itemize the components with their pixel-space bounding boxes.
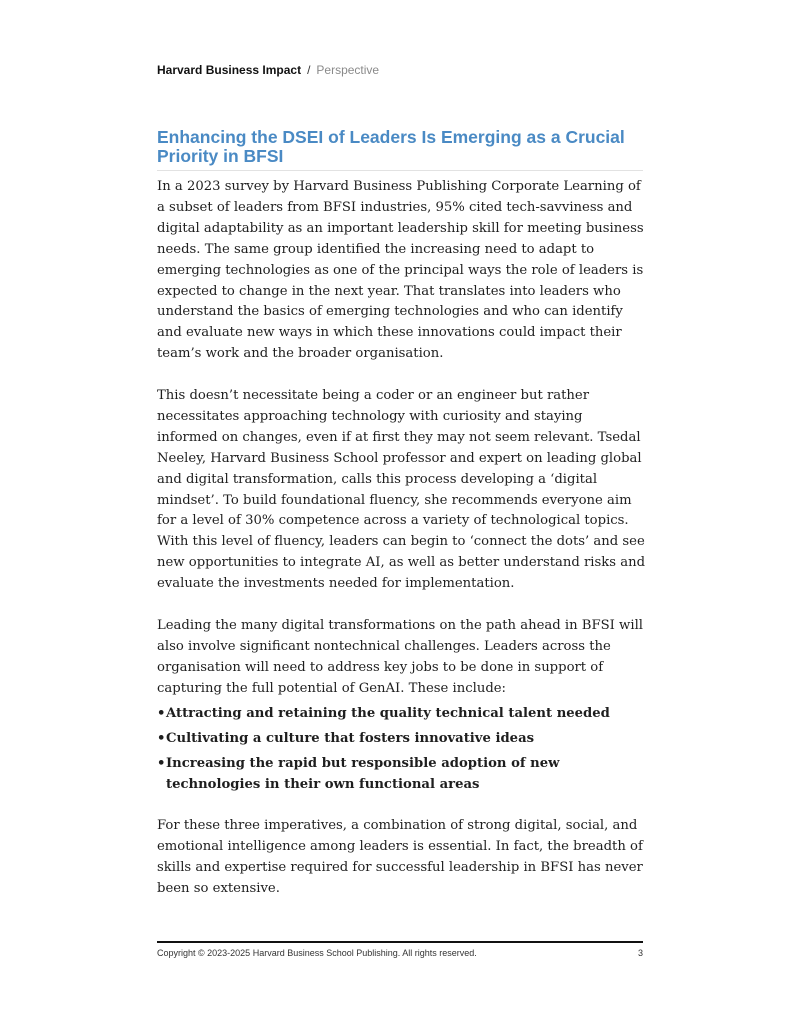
- paragraph-closing: For these three imperatives, a combination of strong digital, social, and emotional intelligence among leaders is essential. In fact, the breadth of skills and expertise required for successful leadership in BFSI has never been so extensive.: [157, 818, 643, 896]
- imperatives-list: [157, 704, 647, 797]
- page-footer: [157, 941, 643, 958]
- list-item: [157, 704, 647, 725]
- list-item-text: Cultivating a culture that fosters innovative ideas: [166, 731, 535, 747]
- breadcrumb: [157, 62, 379, 78]
- copyright-text: Copyright © 2023-2025 Harvard Business School Publishing. All rights reserved.: [157, 948, 477, 958]
- article-title: Enhancing the DSEI of Leaders Is Emerging as a Crucial Priority in BFSI: [157, 128, 643, 171]
- bullet-marker: •: [157, 705, 166, 721]
- breadcrumb-separator: /: [307, 63, 311, 77]
- list-item-text: Attracting and retaining the quality technical talent needed: [166, 705, 610, 721]
- list-item-text: Increasing the rapid but responsible adoption of new technologies in their own functional areas: [166, 756, 560, 793]
- paragraph-survey: In a 2023 survey by Harvard Business Publishing Corporate Learning of a subset of leaders from BFSI industries, 95% cited tech-savviness and digital adaptability as an important leadership skill for meeting business needs. The same group identified the increasing need to adapt to emerging technologies as one of the principal ways the role of leaders is expected to change in the next year. That translates into leaders who understand the basics of emerging technologies and who can identify and evaluate new ways in which these innovations could impact their team’s work and the broader organisation.: [157, 179, 644, 362]
- paragraph-challenges: Leading the many digital transformations on the path ahead in BFSI will also involve significant nontechnical challenges. Leaders across the organisation will need to address key jobs to be done in support of capturing the full potential of GenAI. These include:: [157, 618, 643, 696]
- article-body: [157, 177, 647, 921]
- brand-name: Harvard Business Impact: [157, 63, 302, 77]
- bullet-marker: •: [157, 731, 166, 747]
- page-number: 3: [637, 948, 643, 958]
- list-item: [157, 754, 647, 796]
- bullet-marker: •: [157, 756, 166, 772]
- paragraph-digital-mindset: This doesn’t necessitate being a coder or an engineer but rather necessitates approaching technology with curiosity and staying informed on changes, even if at first they may not seem relevant. Tsedal Neeley, Harvard Business School professor and expert on leading global and digital transformation, calls this process developing a ‘digital mindset’. To build foundational fluency, she recommends everyone aim for a level of 30% competence across a variety of technological topics. With this level of fluency, leaders can begin to ‘connect the dots’ and see new opportunities to integrate AI, as well as better understand risks and evaluate the investments needed for implementation.: [157, 388, 646, 592]
- section-label: Perspective: [316, 63, 380, 77]
- list-item: [157, 729, 647, 750]
